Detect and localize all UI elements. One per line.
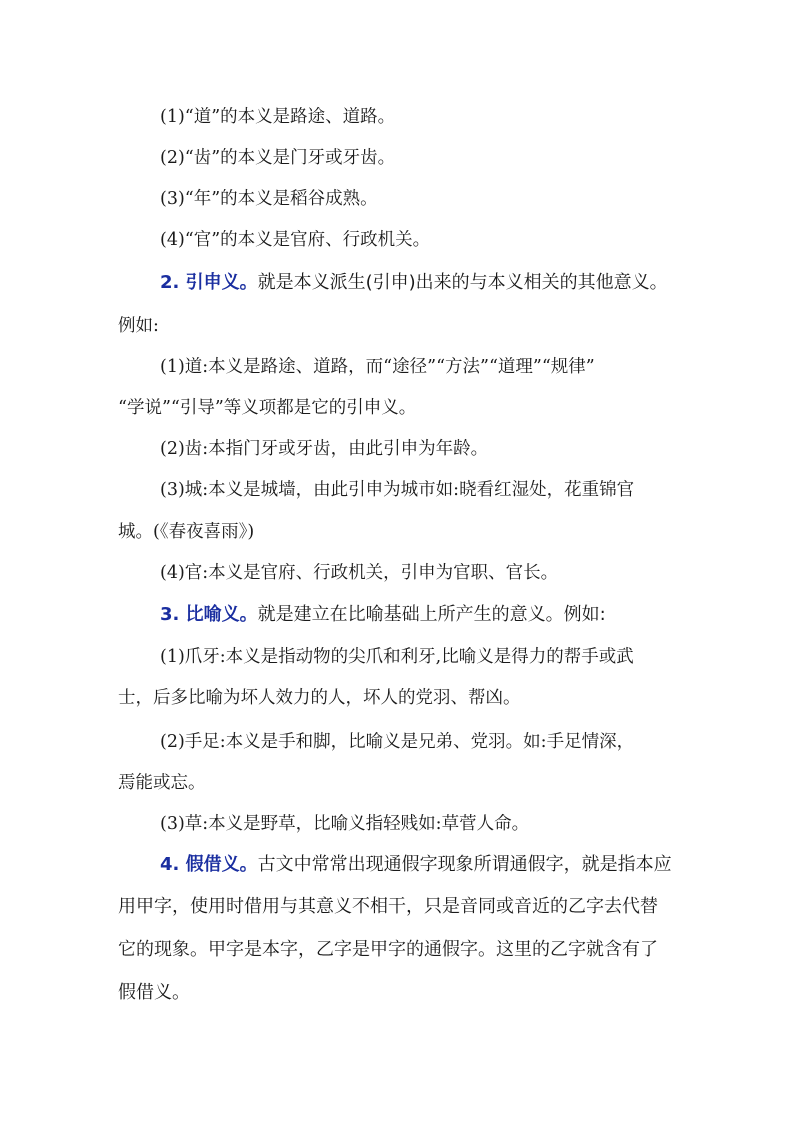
extended-example-dao-line1: (1)道:本义是路途、道路，而“途径”“方法”“道理”“规律” <box>160 357 595 377</box>
basic-meaning-chi: (2)“齿”的本义是门牙或牙齿。 <box>160 148 396 168</box>
section-4-line3: 它的现象。甲字是本字，乙字是甲字的通假字。这里的乙字就含有了 <box>118 939 658 960</box>
metaphor-example-zhaoya-line2: 士，后多比喻为坏人效力的人，坏人的党羽、帮凶。 <box>118 688 521 708</box>
basic-meaning-nian: (3)“年”的本义是稻谷成熟。 <box>160 189 378 209</box>
section-2-heading: 2. 引申义。 <box>160 272 258 293</box>
section-metaphorical-meaning <box>160 603 606 627</box>
metaphor-example-shouzu-line2: 焉能或忘。 <box>118 773 206 793</box>
section-loan-meaning <box>160 853 672 877</box>
section-extended-meaning <box>160 271 668 295</box>
section-2-continuation: 例如: <box>118 316 159 336</box>
section-4-line4: 假借义。 <box>118 982 190 1003</box>
metaphor-example-cao: (3)草:本义是野草，比喻义指轻贱如:草菅人命。 <box>160 814 530 834</box>
basic-meaning-guan: (4)“官”的本义是官府、行政机关。 <box>160 230 431 250</box>
metaphor-example-shouzu-line1: (2)手足:本义是手和脚，比喻义是兄弟、党羽。如:手足情深， <box>160 732 635 752</box>
section-3-heading: 3. 比喻义。 <box>160 604 258 625</box>
extended-example-chi: (2)齿:本指门牙或牙齿，由此引申为年龄。 <box>160 439 489 459</box>
section-4-text: 古文中常常出现通假字现象所谓通假字，就是指本应 <box>257 854 672 875</box>
extended-example-cheng-line1: (3)城:本义是城墙，由此引申为城市如:晓看红湿处，花重锦官 <box>160 480 635 500</box>
section-2-text: 就是本义派生(引申)出来的与本义相关的其他意义。 <box>257 272 668 293</box>
section-4-line2: 用甲字，使用时借用与其意义不相干，只是音同或音近的乙字去代替 <box>118 896 658 917</box>
extended-example-dao-line2: “学说”“引导”等义项都是它的引申义。 <box>118 398 417 418</box>
section-3-text: 就是建立在比喻基础上所产生的意义。例如: <box>257 604 606 625</box>
basic-meaning-dao: (1)“道”的本义是路途、道路。 <box>160 107 396 127</box>
extended-example-cheng-line2: 城。(《春夜喜雨》) <box>118 522 255 542</box>
metaphor-example-zhaoya-line1: (1)爪牙:本义是指动物的尖爪和利牙,比喻义是得力的帮手或武 <box>160 647 634 667</box>
extended-example-guan: (4)官:本义是官府、行政机关，引申为官职、官长。 <box>160 563 559 583</box>
section-4-heading: 4. 假借义。 <box>160 854 258 875</box>
